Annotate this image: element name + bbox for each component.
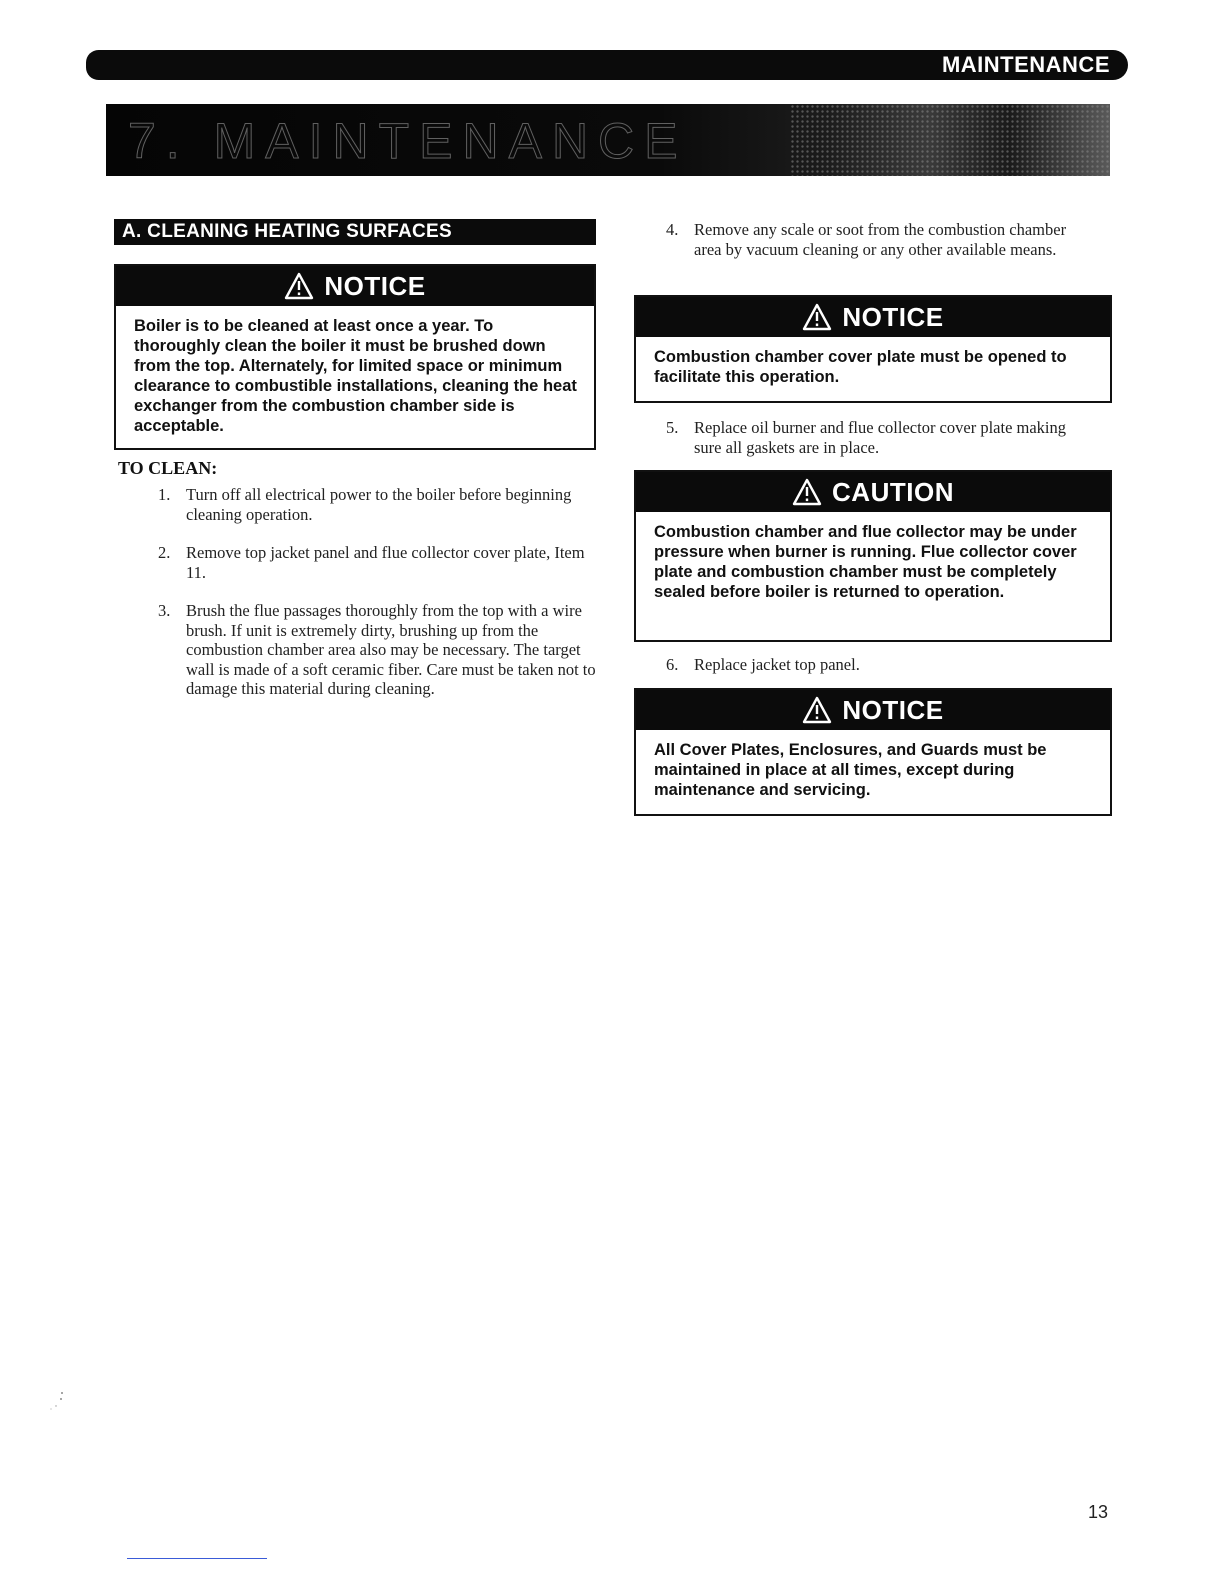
notice-text: Boiler is to be cleaned at least once a year. To thoroughly clean the boiler it must be brushed down from the top. Alternately, for limited space or minimum clearance to combustible installations, cleaning the heat exchanger from the combustion chamber side is acceptable. — [134, 317, 577, 435]
warning-triangle-icon — [802, 696, 832, 724]
section-label: MAINTENANCE — [941, 52, 1110, 77]
list-item — [666, 418, 1086, 458]
step-number: 4. — [666, 220, 679, 239]
page-number: 13 — [1088, 1502, 1109, 1522]
step-number: 1. — [158, 485, 171, 504]
list-item — [666, 220, 1086, 280]
banner-texture — [790, 104, 1110, 176]
notice-text: All Cover Plates, Enclosures, and Guards must be maintained in place at all times, except during maintenance and servicing. — [654, 741, 1047, 799]
step-text: Remove top jacket panel and flue collector cover plate, Item 11. — [186, 543, 585, 582]
chapter-banner — [106, 104, 1110, 176]
caution-box — [634, 470, 1112, 642]
step-number: 2. — [158, 543, 171, 562]
dots-icon — [44, 1390, 66, 1412]
warning-triangle-icon — [284, 272, 314, 300]
notice-box — [634, 688, 1112, 816]
warning-triangle-icon — [802, 303, 832, 331]
section-heading: A. CLEANING HEATING SURFACES — [114, 219, 596, 245]
notice-title: NOTICE — [324, 270, 426, 301]
notice-title: NOTICE — [842, 694, 944, 725]
notice-box — [114, 264, 596, 450]
step-number: 6. — [666, 655, 679, 674]
caution-text: Combustion chamber and flue collector may be under pressure when burner is running. Flue collector cover plate and combustion chamber must be completely sealed before boiler is returned to operation. — [654, 523, 1077, 601]
list-item — [666, 655, 1086, 677]
step-text: Replace oil burner and flue collector cover plate making sure all gaskets are in place. — [694, 418, 1067, 457]
notice-text: Combustion chamber cover plate must be opened to facilitate this operation. — [654, 348, 1067, 386]
step-text: Replace jacket top panel. — [694, 655, 860, 674]
notice-header — [116, 266, 594, 306]
header-bar — [86, 50, 1128, 80]
list-item — [158, 485, 588, 525]
caution-title: CAUTION — [832, 476, 954, 507]
step-text: Brush the flue passages thoroughly from the top with a wire brush. If unit is extremely dirty, brushing up from the combustion chamber area also may be necessary. The target wall is made of a soft ceramic fiber. Care must be taken not to damage this material during cleaning. — [186, 601, 596, 698]
footer-rule — [127, 1558, 267, 1559]
caution-header — [636, 472, 1110, 512]
warning-triangle-icon — [792, 478, 822, 506]
step-text: Turn off all electrical power to the boiler before beginning cleaning operation. — [186, 485, 572, 524]
notice-header — [636, 690, 1110, 730]
step-number: 3. — [158, 601, 171, 620]
step-number: 5. — [666, 418, 679, 437]
to-clean-heading: TO CLEAN: — [118, 458, 218, 478]
notice-box — [634, 295, 1112, 403]
list-item — [158, 543, 588, 583]
notice-header — [636, 297, 1110, 337]
scan-artifact — [44, 1390, 66, 1410]
step-text: Remove any scale or soot from the combustion chamber area by vacuum cleaning or any other available means. — [694, 220, 1067, 259]
notice-title: NOTICE — [842, 301, 944, 332]
chapter-title: 7. MAINTENANCE — [128, 113, 688, 169]
list-item — [158, 601, 598, 721]
